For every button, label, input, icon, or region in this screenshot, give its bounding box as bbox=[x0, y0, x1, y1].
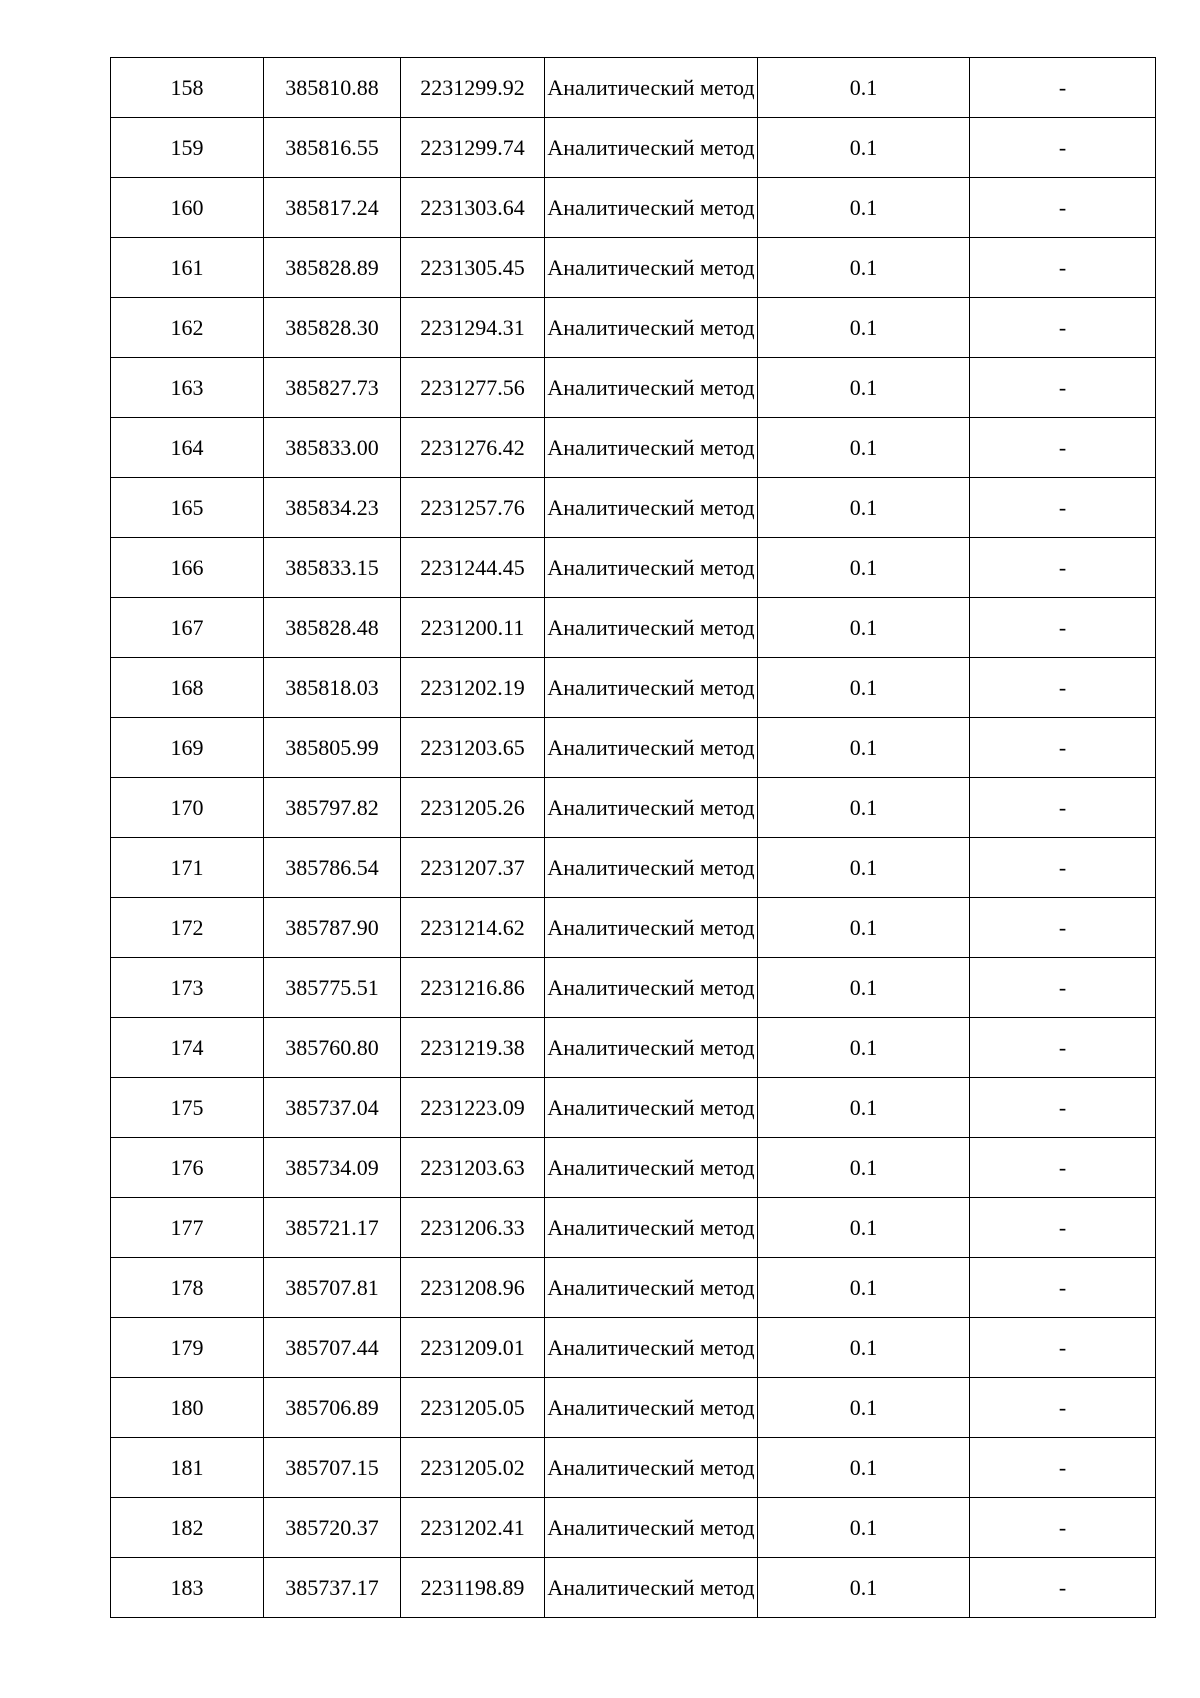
accuracy-cell: 0.1 bbox=[758, 238, 970, 298]
note-cell: - bbox=[970, 778, 1156, 838]
table-row bbox=[111, 538, 1156, 598]
method-cell: Аналитический метод bbox=[545, 1498, 758, 1558]
x-coordinate-cell: 385833.15 bbox=[264, 538, 401, 598]
table-row bbox=[111, 1258, 1156, 1318]
table-row bbox=[111, 958, 1156, 1018]
x-coordinate-cell: 385828.89 bbox=[264, 238, 401, 298]
x-coordinate-cell: 385810.88 bbox=[264, 58, 401, 118]
y-coordinate-cell: 2231223.09 bbox=[401, 1078, 545, 1138]
point-number-cell: 161 bbox=[111, 238, 264, 298]
accuracy-cell: 0.1 bbox=[758, 718, 970, 778]
table-row bbox=[111, 1498, 1156, 1558]
y-coordinate-cell: 2231203.65 bbox=[401, 718, 545, 778]
point-number-cell: 163 bbox=[111, 358, 264, 418]
method-cell: Аналитический метод bbox=[545, 1558, 758, 1618]
y-coordinate-cell: 2231305.45 bbox=[401, 238, 545, 298]
method-cell: Аналитический метод bbox=[545, 1018, 758, 1078]
x-coordinate-cell: 385737.17 bbox=[264, 1558, 401, 1618]
method-cell: Аналитический метод bbox=[545, 1378, 758, 1438]
y-coordinate-cell: 2231219.38 bbox=[401, 1018, 545, 1078]
note-cell: - bbox=[970, 1138, 1156, 1198]
accuracy-cell: 0.1 bbox=[758, 298, 970, 358]
accuracy-cell: 0.1 bbox=[758, 538, 970, 598]
x-coordinate-cell: 385720.37 bbox=[264, 1498, 401, 1558]
method-cell: Аналитический метод bbox=[545, 598, 758, 658]
table-row bbox=[111, 298, 1156, 358]
x-coordinate-cell: 385775.51 bbox=[264, 958, 401, 1018]
y-coordinate-cell: 2231200.11 bbox=[401, 598, 545, 658]
y-coordinate-cell: 2231277.56 bbox=[401, 358, 545, 418]
accuracy-cell: 0.1 bbox=[758, 778, 970, 838]
x-coordinate-cell: 385737.04 bbox=[264, 1078, 401, 1138]
point-number-cell: 169 bbox=[111, 718, 264, 778]
method-cell: Аналитический метод bbox=[545, 898, 758, 958]
note-cell: - bbox=[970, 898, 1156, 958]
y-coordinate-cell: 2231303.64 bbox=[401, 178, 545, 238]
method-cell: Аналитический метод bbox=[545, 358, 758, 418]
method-cell: Аналитический метод bbox=[545, 838, 758, 898]
table-row bbox=[111, 238, 1156, 298]
note-cell: - bbox=[970, 478, 1156, 538]
table-row bbox=[111, 178, 1156, 238]
accuracy-cell: 0.1 bbox=[758, 898, 970, 958]
y-coordinate-cell: 2231202.41 bbox=[401, 1498, 545, 1558]
table-row bbox=[111, 898, 1156, 958]
point-number-cell: 176 bbox=[111, 1138, 264, 1198]
table-row bbox=[111, 1318, 1156, 1378]
accuracy-cell: 0.1 bbox=[758, 178, 970, 238]
accuracy-cell: 0.1 bbox=[758, 1018, 970, 1078]
accuracy-cell: 0.1 bbox=[758, 958, 970, 1018]
table-row bbox=[111, 838, 1156, 898]
x-coordinate-cell: 385707.44 bbox=[264, 1318, 401, 1378]
method-cell: Аналитический метод bbox=[545, 118, 758, 178]
accuracy-cell: 0.1 bbox=[758, 838, 970, 898]
y-coordinate-cell: 2231206.33 bbox=[401, 1198, 545, 1258]
accuracy-cell: 0.1 bbox=[758, 418, 970, 478]
x-coordinate-cell: 385787.90 bbox=[264, 898, 401, 958]
x-coordinate-cell: 385706.89 bbox=[264, 1378, 401, 1438]
table-row bbox=[111, 358, 1156, 418]
y-coordinate-cell: 2231214.62 bbox=[401, 898, 545, 958]
point-number-cell: 173 bbox=[111, 958, 264, 1018]
accuracy-cell: 0.1 bbox=[758, 1138, 970, 1198]
table-row bbox=[111, 718, 1156, 778]
y-coordinate-cell: 2231208.96 bbox=[401, 1258, 545, 1318]
point-number-cell: 168 bbox=[111, 658, 264, 718]
x-coordinate-cell: 385707.81 bbox=[264, 1258, 401, 1318]
point-number-cell: 183 bbox=[111, 1558, 264, 1618]
method-cell: Аналитический метод bbox=[545, 238, 758, 298]
method-cell: Аналитический метод bbox=[545, 1318, 758, 1378]
x-coordinate-cell: 385834.23 bbox=[264, 478, 401, 538]
point-number-cell: 166 bbox=[111, 538, 264, 598]
method-cell: Аналитический метод bbox=[545, 1138, 758, 1198]
point-number-cell: 159 bbox=[111, 118, 264, 178]
x-coordinate-cell: 385828.30 bbox=[264, 298, 401, 358]
y-coordinate-cell: 2231244.45 bbox=[401, 538, 545, 598]
accuracy-cell: 0.1 bbox=[758, 1498, 970, 1558]
method-cell: Аналитический метод bbox=[545, 658, 758, 718]
table-row bbox=[111, 1558, 1156, 1618]
accuracy-cell: 0.1 bbox=[758, 658, 970, 718]
y-coordinate-cell: 2231299.74 bbox=[401, 118, 545, 178]
note-cell: - bbox=[970, 1378, 1156, 1438]
note-cell: - bbox=[970, 178, 1156, 238]
method-cell: Аналитический метод bbox=[545, 958, 758, 1018]
method-cell: Аналитический метод bbox=[545, 478, 758, 538]
x-coordinate-cell: 385760.80 bbox=[264, 1018, 401, 1078]
point-number-cell: 165 bbox=[111, 478, 264, 538]
point-number-cell: 181 bbox=[111, 1438, 264, 1498]
x-coordinate-cell: 385828.48 bbox=[264, 598, 401, 658]
point-number-cell: 179 bbox=[111, 1318, 264, 1378]
method-cell: Аналитический метод bbox=[545, 418, 758, 478]
note-cell: - bbox=[970, 598, 1156, 658]
table-row bbox=[111, 1078, 1156, 1138]
point-number-cell: 170 bbox=[111, 778, 264, 838]
accuracy-cell: 0.1 bbox=[758, 1438, 970, 1498]
accuracy-cell: 0.1 bbox=[758, 1078, 970, 1138]
y-coordinate-cell: 2231205.05 bbox=[401, 1378, 545, 1438]
x-coordinate-cell: 385805.99 bbox=[264, 718, 401, 778]
table-row bbox=[111, 1378, 1156, 1438]
note-cell: - bbox=[970, 418, 1156, 478]
point-number-cell: 160 bbox=[111, 178, 264, 238]
y-coordinate-cell: 2231205.26 bbox=[401, 778, 545, 838]
point-number-cell: 171 bbox=[111, 838, 264, 898]
accuracy-cell: 0.1 bbox=[758, 358, 970, 418]
accuracy-cell: 0.1 bbox=[758, 118, 970, 178]
y-coordinate-cell: 2231205.02 bbox=[401, 1438, 545, 1498]
point-number-cell: 167 bbox=[111, 598, 264, 658]
method-cell: Аналитический метод bbox=[545, 1078, 758, 1138]
point-number-cell: 178 bbox=[111, 1258, 264, 1318]
point-number-cell: 174 bbox=[111, 1018, 264, 1078]
method-cell: Аналитический метод bbox=[545, 778, 758, 838]
x-coordinate-cell: 385786.54 bbox=[264, 838, 401, 898]
y-coordinate-cell: 2231202.19 bbox=[401, 658, 545, 718]
x-coordinate-cell: 385817.24 bbox=[264, 178, 401, 238]
note-cell: - bbox=[970, 658, 1156, 718]
table-row bbox=[111, 1018, 1156, 1078]
x-coordinate-cell: 385797.82 bbox=[264, 778, 401, 838]
note-cell: - bbox=[970, 58, 1156, 118]
method-cell: Аналитический метод bbox=[545, 1258, 758, 1318]
y-coordinate-cell: 2231216.86 bbox=[401, 958, 545, 1018]
point-number-cell: 177 bbox=[111, 1198, 264, 1258]
accuracy-cell: 0.1 bbox=[758, 1318, 970, 1378]
table-row bbox=[111, 598, 1156, 658]
x-coordinate-cell: 385707.15 bbox=[264, 1438, 401, 1498]
x-coordinate-cell: 385816.55 bbox=[264, 118, 401, 178]
table-row bbox=[111, 118, 1156, 178]
method-cell: Аналитический метод bbox=[545, 178, 758, 238]
y-coordinate-cell: 2231209.01 bbox=[401, 1318, 545, 1378]
note-cell: - bbox=[970, 1438, 1156, 1498]
accuracy-cell: 0.1 bbox=[758, 1558, 970, 1618]
table-row bbox=[111, 1438, 1156, 1498]
note-cell: - bbox=[970, 538, 1156, 598]
y-coordinate-cell: 2231207.37 bbox=[401, 838, 545, 898]
accuracy-cell: 0.1 bbox=[758, 1378, 970, 1438]
accuracy-cell: 0.1 bbox=[758, 598, 970, 658]
method-cell: Аналитический метод bbox=[545, 298, 758, 358]
accuracy-cell: 0.1 bbox=[758, 478, 970, 538]
coordinates-table bbox=[110, 57, 1156, 1618]
note-cell: - bbox=[970, 1558, 1156, 1618]
point-number-cell: 164 bbox=[111, 418, 264, 478]
x-coordinate-cell: 385833.00 bbox=[264, 418, 401, 478]
note-cell: - bbox=[970, 1318, 1156, 1378]
method-cell: Аналитический метод bbox=[545, 1198, 758, 1258]
note-cell: - bbox=[970, 718, 1156, 778]
y-coordinate-cell: 2231299.92 bbox=[401, 58, 545, 118]
accuracy-cell: 0.1 bbox=[758, 1258, 970, 1318]
point-number-cell: 172 bbox=[111, 898, 264, 958]
x-coordinate-cell: 385827.73 bbox=[264, 358, 401, 418]
method-cell: Аналитический метод bbox=[545, 538, 758, 598]
table-row bbox=[111, 1138, 1156, 1198]
y-coordinate-cell: 2231294.31 bbox=[401, 298, 545, 358]
note-cell: - bbox=[970, 1078, 1156, 1138]
note-cell: - bbox=[970, 1258, 1156, 1318]
point-number-cell: 162 bbox=[111, 298, 264, 358]
table-row bbox=[111, 58, 1156, 118]
table-row bbox=[111, 478, 1156, 538]
note-cell: - bbox=[970, 1198, 1156, 1258]
note-cell: - bbox=[970, 238, 1156, 298]
table-row bbox=[111, 778, 1156, 838]
method-cell: Аналитический метод bbox=[545, 1438, 758, 1498]
y-coordinate-cell: 2231198.89 bbox=[401, 1558, 545, 1618]
note-cell: - bbox=[970, 1018, 1156, 1078]
x-coordinate-cell: 385734.09 bbox=[264, 1138, 401, 1198]
table-row bbox=[111, 418, 1156, 478]
accuracy-cell: 0.1 bbox=[758, 1198, 970, 1258]
y-coordinate-cell: 2231257.76 bbox=[401, 478, 545, 538]
table-row bbox=[111, 1198, 1156, 1258]
note-cell: - bbox=[970, 118, 1156, 178]
coordinates-table-body bbox=[111, 58, 1156, 1618]
x-coordinate-cell: 385721.17 bbox=[264, 1198, 401, 1258]
note-cell: - bbox=[970, 958, 1156, 1018]
y-coordinate-cell: 2231276.42 bbox=[401, 418, 545, 478]
note-cell: - bbox=[970, 838, 1156, 898]
note-cell: - bbox=[970, 358, 1156, 418]
note-cell: - bbox=[970, 1498, 1156, 1558]
point-number-cell: 158 bbox=[111, 58, 264, 118]
point-number-cell: 180 bbox=[111, 1378, 264, 1438]
x-coordinate-cell: 385818.03 bbox=[264, 658, 401, 718]
method-cell: Аналитический метод bbox=[545, 58, 758, 118]
accuracy-cell: 0.1 bbox=[758, 58, 970, 118]
method-cell: Аналитический метод bbox=[545, 718, 758, 778]
y-coordinate-cell: 2231203.63 bbox=[401, 1138, 545, 1198]
point-number-cell: 182 bbox=[111, 1498, 264, 1558]
note-cell: - bbox=[970, 298, 1156, 358]
table-row bbox=[111, 658, 1156, 718]
point-number-cell: 175 bbox=[111, 1078, 264, 1138]
